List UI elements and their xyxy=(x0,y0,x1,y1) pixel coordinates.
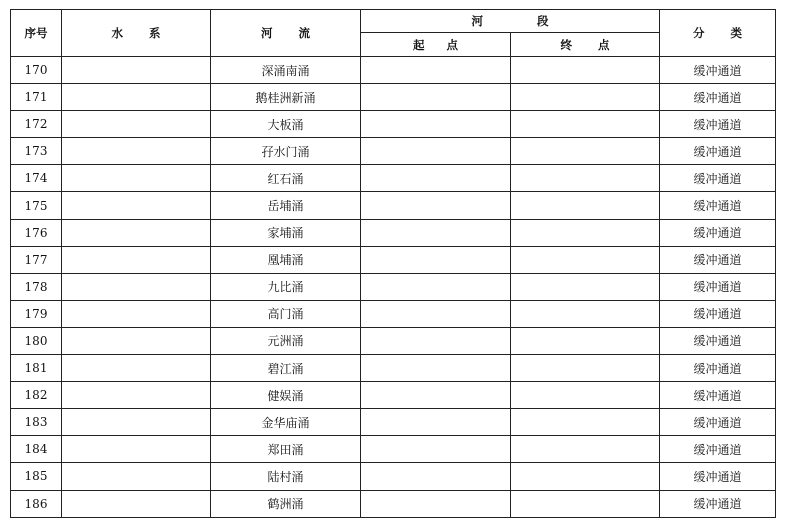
cell-start xyxy=(361,165,511,192)
cell-no: 174 xyxy=(11,165,62,192)
cell-river: 鹅桂洲新涌 xyxy=(211,84,361,111)
cell-category: 缓冲通道 xyxy=(660,300,776,327)
table-row xyxy=(11,192,776,219)
cell-no: 186 xyxy=(11,490,62,517)
cell-category: 缓冲通道 xyxy=(660,436,776,463)
cell-water-system xyxy=(62,463,211,490)
cell-end xyxy=(511,355,660,382)
cell-water-system xyxy=(62,138,211,165)
cell-category: 缓冲通道 xyxy=(660,57,776,84)
cell-end xyxy=(511,436,660,463)
cell-start xyxy=(361,192,511,219)
cell-start xyxy=(361,327,511,354)
cell-start xyxy=(361,463,511,490)
cell-end xyxy=(511,382,660,409)
table-row xyxy=(11,219,776,246)
cell-category: 缓冲通道 xyxy=(660,382,776,409)
header-river: 河 流 xyxy=(211,10,361,57)
header-start: 起 点 xyxy=(361,33,511,57)
cell-start xyxy=(361,490,511,517)
cell-category: 缓冲通道 xyxy=(660,273,776,300)
cell-end xyxy=(511,57,660,84)
cell-water-system xyxy=(62,246,211,273)
cell-river: 元洲涌 xyxy=(211,327,361,354)
cell-category: 缓冲通道 xyxy=(660,327,776,354)
table-row xyxy=(11,165,776,192)
cell-water-system xyxy=(62,273,211,300)
cell-river: 深涌南涌 xyxy=(211,57,361,84)
cell-category: 缓冲通道 xyxy=(660,246,776,273)
header-no: 序号 xyxy=(11,10,62,57)
header-category: 分 类 xyxy=(660,10,776,57)
cell-start xyxy=(361,84,511,111)
cell-river: 郑田涌 xyxy=(211,436,361,463)
cell-water-system xyxy=(62,111,211,138)
cell-start xyxy=(361,409,511,436)
cell-river: 红石涌 xyxy=(211,165,361,192)
cell-river: 凰埔涌 xyxy=(211,246,361,273)
cell-water-system xyxy=(62,382,211,409)
cell-water-system xyxy=(62,327,211,354)
cell-no: 184 xyxy=(11,436,62,463)
cell-river: 九比涌 xyxy=(211,273,361,300)
cell-no: 173 xyxy=(11,138,62,165)
cell-start xyxy=(361,57,511,84)
river-table xyxy=(10,9,776,518)
cell-no: 176 xyxy=(11,219,62,246)
cell-end xyxy=(511,192,660,219)
cell-end xyxy=(511,246,660,273)
cell-category: 缓冲通道 xyxy=(660,138,776,165)
cell-end xyxy=(511,111,660,138)
cell-no: 170 xyxy=(11,57,62,84)
cell-river: 高门涌 xyxy=(211,300,361,327)
cell-end xyxy=(511,219,660,246)
cell-start xyxy=(361,382,511,409)
cell-end xyxy=(511,273,660,300)
cell-river: 金华庙涌 xyxy=(211,409,361,436)
cell-water-system xyxy=(62,57,211,84)
cell-start xyxy=(361,273,511,300)
cell-start xyxy=(361,138,511,165)
cell-river: 大板涌 xyxy=(211,111,361,138)
cell-water-system xyxy=(62,219,211,246)
cell-water-system xyxy=(62,300,211,327)
cell-start xyxy=(361,300,511,327)
cell-start xyxy=(361,246,511,273)
cell-category: 缓冲通道 xyxy=(660,490,776,517)
cell-category: 缓冲通道 xyxy=(660,355,776,382)
table-row xyxy=(11,246,776,273)
cell-no: 177 xyxy=(11,246,62,273)
cell-river: 家埔涌 xyxy=(211,219,361,246)
cell-end xyxy=(511,409,660,436)
cell-category: 缓冲通道 xyxy=(660,84,776,111)
cell-river: 陆村涌 xyxy=(211,463,361,490)
cell-water-system xyxy=(62,436,211,463)
cell-category: 缓冲通道 xyxy=(660,165,776,192)
cell-no: 181 xyxy=(11,355,62,382)
cell-category: 缓冲通道 xyxy=(660,192,776,219)
table-row xyxy=(11,138,776,165)
cell-no: 171 xyxy=(11,84,62,111)
cell-end xyxy=(511,490,660,517)
cell-water-system xyxy=(62,355,211,382)
table-row xyxy=(11,409,776,436)
cell-no: 185 xyxy=(11,463,62,490)
cell-river: 碧江涌 xyxy=(211,355,361,382)
cell-no: 172 xyxy=(11,111,62,138)
header-segment: 河 段 xyxy=(361,10,660,33)
cell-start xyxy=(361,111,511,138)
cell-water-system xyxy=(62,165,211,192)
cell-end xyxy=(511,300,660,327)
cell-no: 182 xyxy=(11,382,62,409)
cell-start xyxy=(361,436,511,463)
cell-end xyxy=(511,463,660,490)
cell-water-system xyxy=(62,84,211,111)
cell-no: 175 xyxy=(11,192,62,219)
cell-end xyxy=(511,84,660,111)
table-body xyxy=(11,57,776,518)
cell-river: 岳埔涌 xyxy=(211,192,361,219)
cell-no: 179 xyxy=(11,300,62,327)
table-row xyxy=(11,273,776,300)
cell-river: 鹤洲涌 xyxy=(211,490,361,517)
cell-end xyxy=(511,327,660,354)
cell-water-system xyxy=(62,192,211,219)
cell-no: 180 xyxy=(11,327,62,354)
table-row xyxy=(11,327,776,354)
cell-category: 缓冲通道 xyxy=(660,111,776,138)
cell-no: 178 xyxy=(11,273,62,300)
table-row xyxy=(11,57,776,84)
cell-start xyxy=(361,355,511,382)
cell-river: 健娱涌 xyxy=(211,382,361,409)
table-row xyxy=(11,84,776,111)
table-row xyxy=(11,463,776,490)
header-end: 终 点 xyxy=(511,33,660,57)
table-header xyxy=(11,10,776,57)
cell-river: 孖水门涌 xyxy=(211,138,361,165)
cell-water-system xyxy=(62,490,211,517)
table-row xyxy=(11,111,776,138)
table-row xyxy=(11,490,776,517)
cell-no: 183 xyxy=(11,409,62,436)
table-row xyxy=(11,436,776,463)
cell-category: 缓冲通道 xyxy=(660,463,776,490)
cell-category: 缓冲通道 xyxy=(660,409,776,436)
header-water-system: 水 系 xyxy=(62,10,211,57)
table-row xyxy=(11,300,776,327)
cell-start xyxy=(361,219,511,246)
cell-water-system xyxy=(62,409,211,436)
table-row xyxy=(11,355,776,382)
cell-category: 缓冲通道 xyxy=(660,219,776,246)
cell-end xyxy=(511,165,660,192)
cell-end xyxy=(511,138,660,165)
table-row xyxy=(11,382,776,409)
